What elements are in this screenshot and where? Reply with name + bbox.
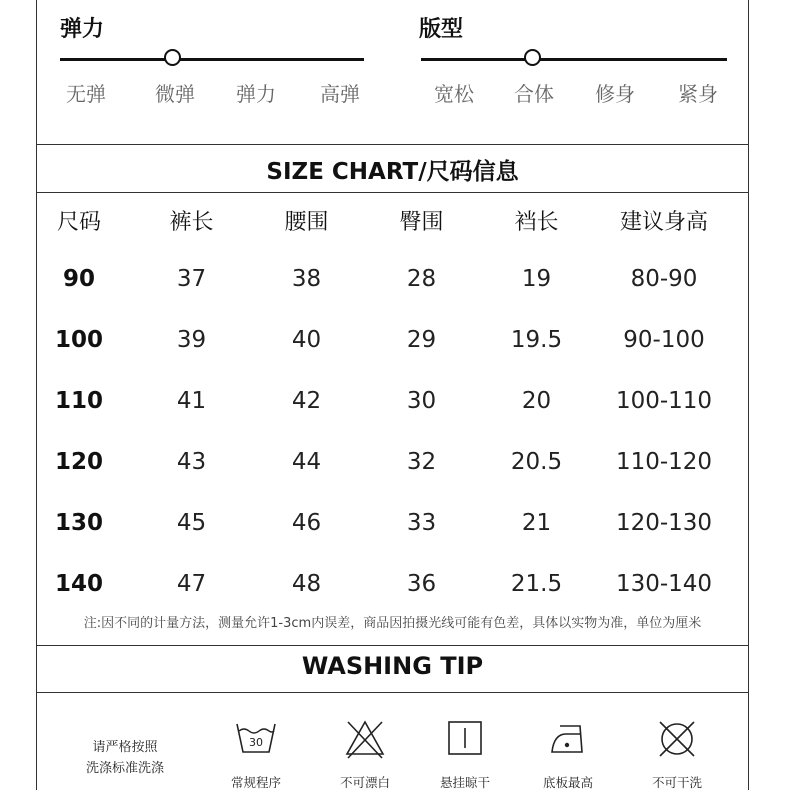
elasticity-option: 高弹: [320, 82, 360, 106]
table-cell: 39: [176, 326, 207, 353]
table-row: [24, 431, 734, 492]
washing-title: WASHING TIP: [301, 652, 484, 680]
table-cell: 46: [291, 509, 322, 536]
wash-label: 底板最高: [542, 775, 593, 790]
wash-item: [420, 718, 510, 790]
fit-knob: [524, 49, 541, 66]
table-cell: 19: [521, 265, 552, 292]
divider: [36, 692, 749, 693]
no-bleach-icon: [343, 718, 387, 760]
wash-label: 不可干洗: [651, 775, 702, 790]
fit-option: 合体: [514, 82, 554, 106]
table-cell: 90-100: [623, 326, 705, 353]
size-cell: 100: [54, 326, 103, 353]
table-cell: 37: [176, 265, 207, 292]
elasticity-title: 弹力: [60, 17, 105, 42]
table-cell: 20: [521, 387, 552, 414]
wash-label: 悬挂晾干: [439, 775, 490, 790]
table-row: [24, 248, 734, 309]
table-row: [24, 492, 734, 553]
table-cell: 45: [176, 509, 207, 536]
wash-label: 常规程序: [230, 775, 281, 790]
elasticity-option: 弹力: [236, 82, 276, 106]
fit-option: 修身: [595, 82, 635, 106]
table-cell: 100-110: [615, 387, 713, 414]
no-dry-clean-icon: [655, 718, 699, 760]
wash-temp: 30: [249, 736, 263, 749]
fit-option: 宽松: [434, 82, 474, 106]
elasticity-track: [60, 58, 364, 61]
wash-item: [320, 718, 410, 790]
table-row: [24, 553, 734, 614]
table-cell: 38: [291, 265, 322, 292]
table-cell: 29: [406, 326, 437, 353]
size-cell: 120: [54, 448, 103, 475]
wash-item: [211, 718, 301, 790]
table-cell: 36: [406, 570, 437, 597]
column-header: 建议身高: [619, 209, 708, 235]
washing-intro-line: 请严格按照: [92, 740, 158, 755]
column-header: 裤长: [169, 209, 214, 235]
size-table: [24, 192, 734, 614]
table-cell: 130-140: [615, 570, 713, 597]
fit-track: [421, 58, 727, 61]
size-cell: 90: [62, 265, 95, 292]
iron-icon: [546, 718, 590, 758]
table-cell: 21.5: [510, 570, 563, 597]
divider: [36, 144, 749, 145]
fit-option: 紧身: [678, 82, 718, 106]
size-cell: 140: [54, 570, 103, 597]
table-cell: 120-130: [615, 509, 713, 536]
column-header: 臀围: [399, 209, 444, 235]
fit-title: 版型: [419, 17, 464, 42]
table-cell: 48: [291, 570, 322, 597]
column-header: 腰围: [284, 209, 329, 235]
table-row: [24, 309, 734, 370]
table-cell: 42: [291, 387, 322, 414]
washing-intro-line: 洗涤标准洗涤: [85, 761, 164, 776]
elasticity-option: 无弹: [66, 82, 106, 106]
table-cell: 43: [176, 448, 207, 475]
size-cell: 110: [54, 387, 103, 414]
elasticity-option: 微弹: [155, 82, 195, 106]
table-cell: 47: [176, 570, 207, 597]
table-cell: 110-120: [615, 448, 713, 475]
table-cell: 20.5: [510, 448, 563, 475]
table-header-row: [24, 192, 734, 248]
wash-item: [632, 718, 722, 790]
table-cell: 40: [291, 326, 322, 353]
table-cell: 30: [406, 387, 437, 414]
table-cell: 41: [176, 387, 207, 414]
wash-label: 不可漂白: [339, 775, 390, 790]
table-cell: 32: [406, 448, 437, 475]
table-cell: 19.5: [510, 326, 563, 353]
measurement-note: 注:因不同的计量方法，测量允许1-3cm内误差，商品因拍摄光线可能有色差，具体以实物为准，单位为厘米: [83, 616, 702, 631]
table-cell: 33: [406, 509, 437, 536]
column-header: 尺码: [56, 209, 101, 235]
wash-item: [523, 718, 613, 790]
hang-dry-icon: [443, 718, 487, 758]
column-header: 裆长: [514, 209, 559, 235]
size-chart-title: SIZE CHART/尺码信息: [266, 159, 519, 185]
washing-intro: [70, 737, 180, 779]
table-cell: 21: [521, 509, 552, 536]
table-cell: 80-90: [630, 265, 698, 292]
table-cell: 28: [406, 265, 437, 292]
size-cell: 130: [54, 509, 103, 536]
elasticity-knob: [164, 49, 181, 66]
table-row: [24, 370, 734, 431]
wash-30-icon: [234, 718, 278, 758]
table-cell: 44: [291, 448, 322, 475]
divider: [36, 645, 749, 646]
